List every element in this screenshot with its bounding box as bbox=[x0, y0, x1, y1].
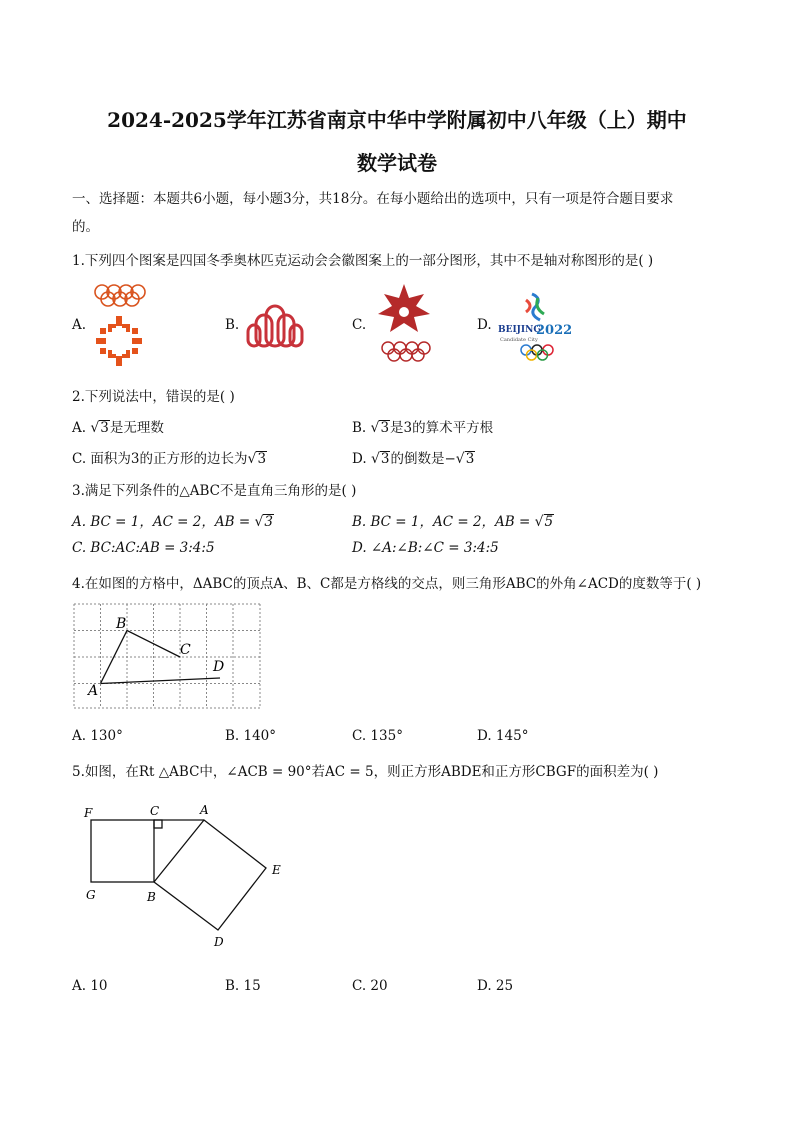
q3-option-d: D. ∠A:∠B:∠C = 3:4:5 bbox=[352, 540, 499, 556]
q4-option-a: A. 130° bbox=[72, 728, 123, 744]
page-subtitle: 数学试卷 bbox=[357, 151, 437, 175]
right-angle-mark bbox=[154, 820, 162, 828]
calgary-snowflake-emblem-image bbox=[370, 282, 438, 366]
grid-lines bbox=[74, 604, 260, 708]
segment-ad bbox=[101, 678, 221, 684]
label-a: A bbox=[200, 803, 209, 817]
q3-option-b: B. BC = 1，AC = 2，AB = √5 bbox=[352, 514, 554, 530]
q5-stem: 5.如图，在Rt △ABC中，∠ACB = 90°若AC = 5，则正方形ABDE和正方形CBGF的面积差为( ) bbox=[72, 764, 659, 780]
q2-option-a: A. √3是无理数 bbox=[72, 420, 164, 436]
label-b: B bbox=[116, 616, 127, 632]
label-f: F bbox=[84, 806, 93, 820]
label-d: D bbox=[214, 935, 224, 949]
year-text: 2022 bbox=[536, 323, 573, 338]
label-c: C bbox=[180, 642, 191, 658]
square-abde bbox=[154, 820, 266, 930]
calgary-emblem-image bbox=[244, 294, 306, 354]
q1-option-b-label: B. bbox=[225, 317, 240, 333]
q5-squares-figure bbox=[76, 798, 296, 954]
candidate-city-text: Candidate City bbox=[500, 337, 538, 343]
square-cbgf bbox=[91, 820, 154, 882]
q5-option-b: B. 15 bbox=[225, 978, 261, 994]
q4-option-c: C. 135° bbox=[352, 728, 403, 744]
page-title: 2024-2025学年江苏省南京中华中学附属初中八年级（上）期中 bbox=[107, 108, 687, 132]
beijing-2022-emblem-image bbox=[496, 288, 578, 364]
label-a: A bbox=[88, 683, 99, 699]
label-b: B bbox=[147, 890, 156, 904]
label-g: G bbox=[86, 888, 96, 902]
q5-option-a: A. 10 bbox=[72, 978, 108, 994]
q4-grid-figure bbox=[70, 600, 266, 712]
q3-option-c: C. BC:AC:AB = 3:4:5 bbox=[72, 540, 215, 556]
beijing-text: BEIJING bbox=[498, 325, 542, 335]
q1-stem: 1.下列四个图案是四国冬季奥林匹克运动会会徽图案上的一部分图形，其中不是轴对称图形的是( ) bbox=[72, 253, 654, 269]
label-e: E bbox=[272, 863, 281, 877]
q1-option-c-label: C. bbox=[352, 317, 367, 333]
section-heading-line1: 一、选择题：本题共6小题，每小题3分，共18分。在每小题给出的选项中，只有一项是符合题目要求 bbox=[72, 191, 674, 207]
section-heading-line2: 的。 bbox=[72, 219, 99, 235]
sarajevo-emblem-image bbox=[88, 280, 158, 370]
q1-option-d-label: D. bbox=[477, 317, 492, 333]
q5-option-c: C. 20 bbox=[352, 978, 388, 994]
q3-stem: 3.满足下列条件的△ABC不是直角三角形的是( ) bbox=[72, 483, 357, 499]
q1-option-a-label: A. bbox=[72, 317, 87, 333]
q2-option-c: C. 面积为3的正方形的边长为√3 bbox=[72, 451, 267, 467]
q2-option-b: B. √3是3的算术平方根 bbox=[352, 420, 494, 436]
q4-stem: 4.在如图的方格中，ΔABC的顶点A、B、C都是方格线的交点，则三角形ABC的外角∠ACD的度数等于( ) bbox=[72, 576, 702, 592]
label-d: D bbox=[213, 659, 225, 675]
label-c: C bbox=[150, 804, 160, 818]
q5-option-d: D. 25 bbox=[477, 978, 514, 994]
q3-option-a: A. BC = 1，AC = 2，AB = √3 bbox=[72, 514, 273, 530]
q4-option-d: D. 145° bbox=[477, 728, 529, 744]
q2-stem: 2.下列说法中，错误的是( ) bbox=[72, 389, 235, 405]
q2-option-d: D. √3的倒数是−√3 bbox=[352, 451, 475, 467]
q4-option-b: B. 140° bbox=[225, 728, 277, 744]
